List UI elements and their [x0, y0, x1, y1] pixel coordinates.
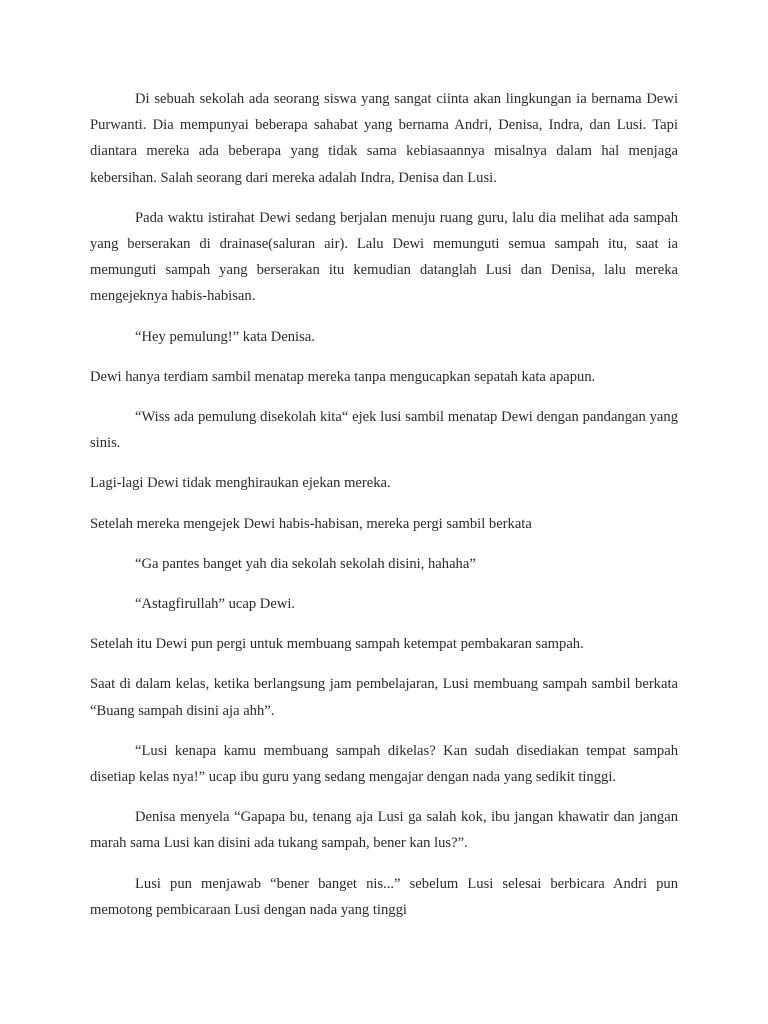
paragraph-3: “Hey pemulung!” kata Denisa.: [135, 328, 315, 345]
paragraph-8: “Ga pantes banget yah dia sekolah sekolah disini, hahaha”: [135, 555, 476, 572]
paragraph-10: Setelah itu Dewi pun pergi untuk membuang sampah ketempat pembakaran sampah.: [90, 636, 584, 653]
paragraph-14: Lusi pun menjawab “bener banget nis...” sebelum Lusi selesai berbicara Andri pun memotong pembicaraan Lusi dengan nada yang tinggi: [90, 875, 678, 918]
paragraph-11: Saat di dalam kelas, ketika berlangsung jam pembelajaran, Lusi membuang sampah sambil berkata “Buang sampah disini aja ahh”.: [90, 676, 678, 719]
paragraph-1: Di sebuah sekolah ada seorang siswa yang sangat ciinta akan lingkungan ia bernama Dewi Purwanti. Dia mempunyai beberapa sahabat yang bernama Andri, Denisa, Indra, dan Lusi. Tapi diantara mereka ada beberapa yang tidak sama kebiasaannya misalnya dalam hal menjaga kebersihan. Salah seorang dari mereka adalah Indra, Denisa dan Lusi.: [90, 91, 678, 186]
paragraph-7: Setelah mereka mengejek Dewi habis-habisan, mereka pergi sambil berkata: [90, 515, 532, 532]
paragraph-2: Pada waktu istirahat Dewi sedang berjalan menuju ruang guru, lalu dia melihat ada sampah yang berserakan di drainase(saluran air). Lalu Dewi memunguti semua sampah itu, saat ia memunguti sampah yang berserakan itu kemudian datanglah Lusi dan Denisa, lalu mereka mengejeknya habis-habisan.: [90, 209, 678, 305]
paragraph-4: Dewi hanya terdiam sambil menatap mereka tanpa mengucapkan sepatah kata apapun.: [90, 368, 596, 385]
paragraph-13: Denisa menyela “Gapapa bu, tenang aja Lusi ga salah kok, ibu jangan khawatir dan jangan marah sama Lusi kan disini ada tukang sampah, bener kan lus?”.: [90, 809, 678, 852]
paragraph-12: “Lusi kenapa kamu membuang sampah dikelas? Kan sudah disediakan tempat sampah disetiap kelas nya!” ucap ibu guru yang sedang mengajar dengan nada yang sedikit tinggi.: [90, 742, 678, 786]
paragraph-6: Lagi-lagi Dewi tidak menghiraukan ejekan mereka.: [90, 475, 391, 492]
document-body: [90, 86, 678, 937]
paragraph-5: “Wiss ada pemulung disekolah kita“ ejek lusi sambil menatap Dewi dengan pandangan yang sinis.: [90, 409, 678, 452]
paragraph-9: “Astagfirullah” ucap Dewi.: [135, 596, 296, 613]
